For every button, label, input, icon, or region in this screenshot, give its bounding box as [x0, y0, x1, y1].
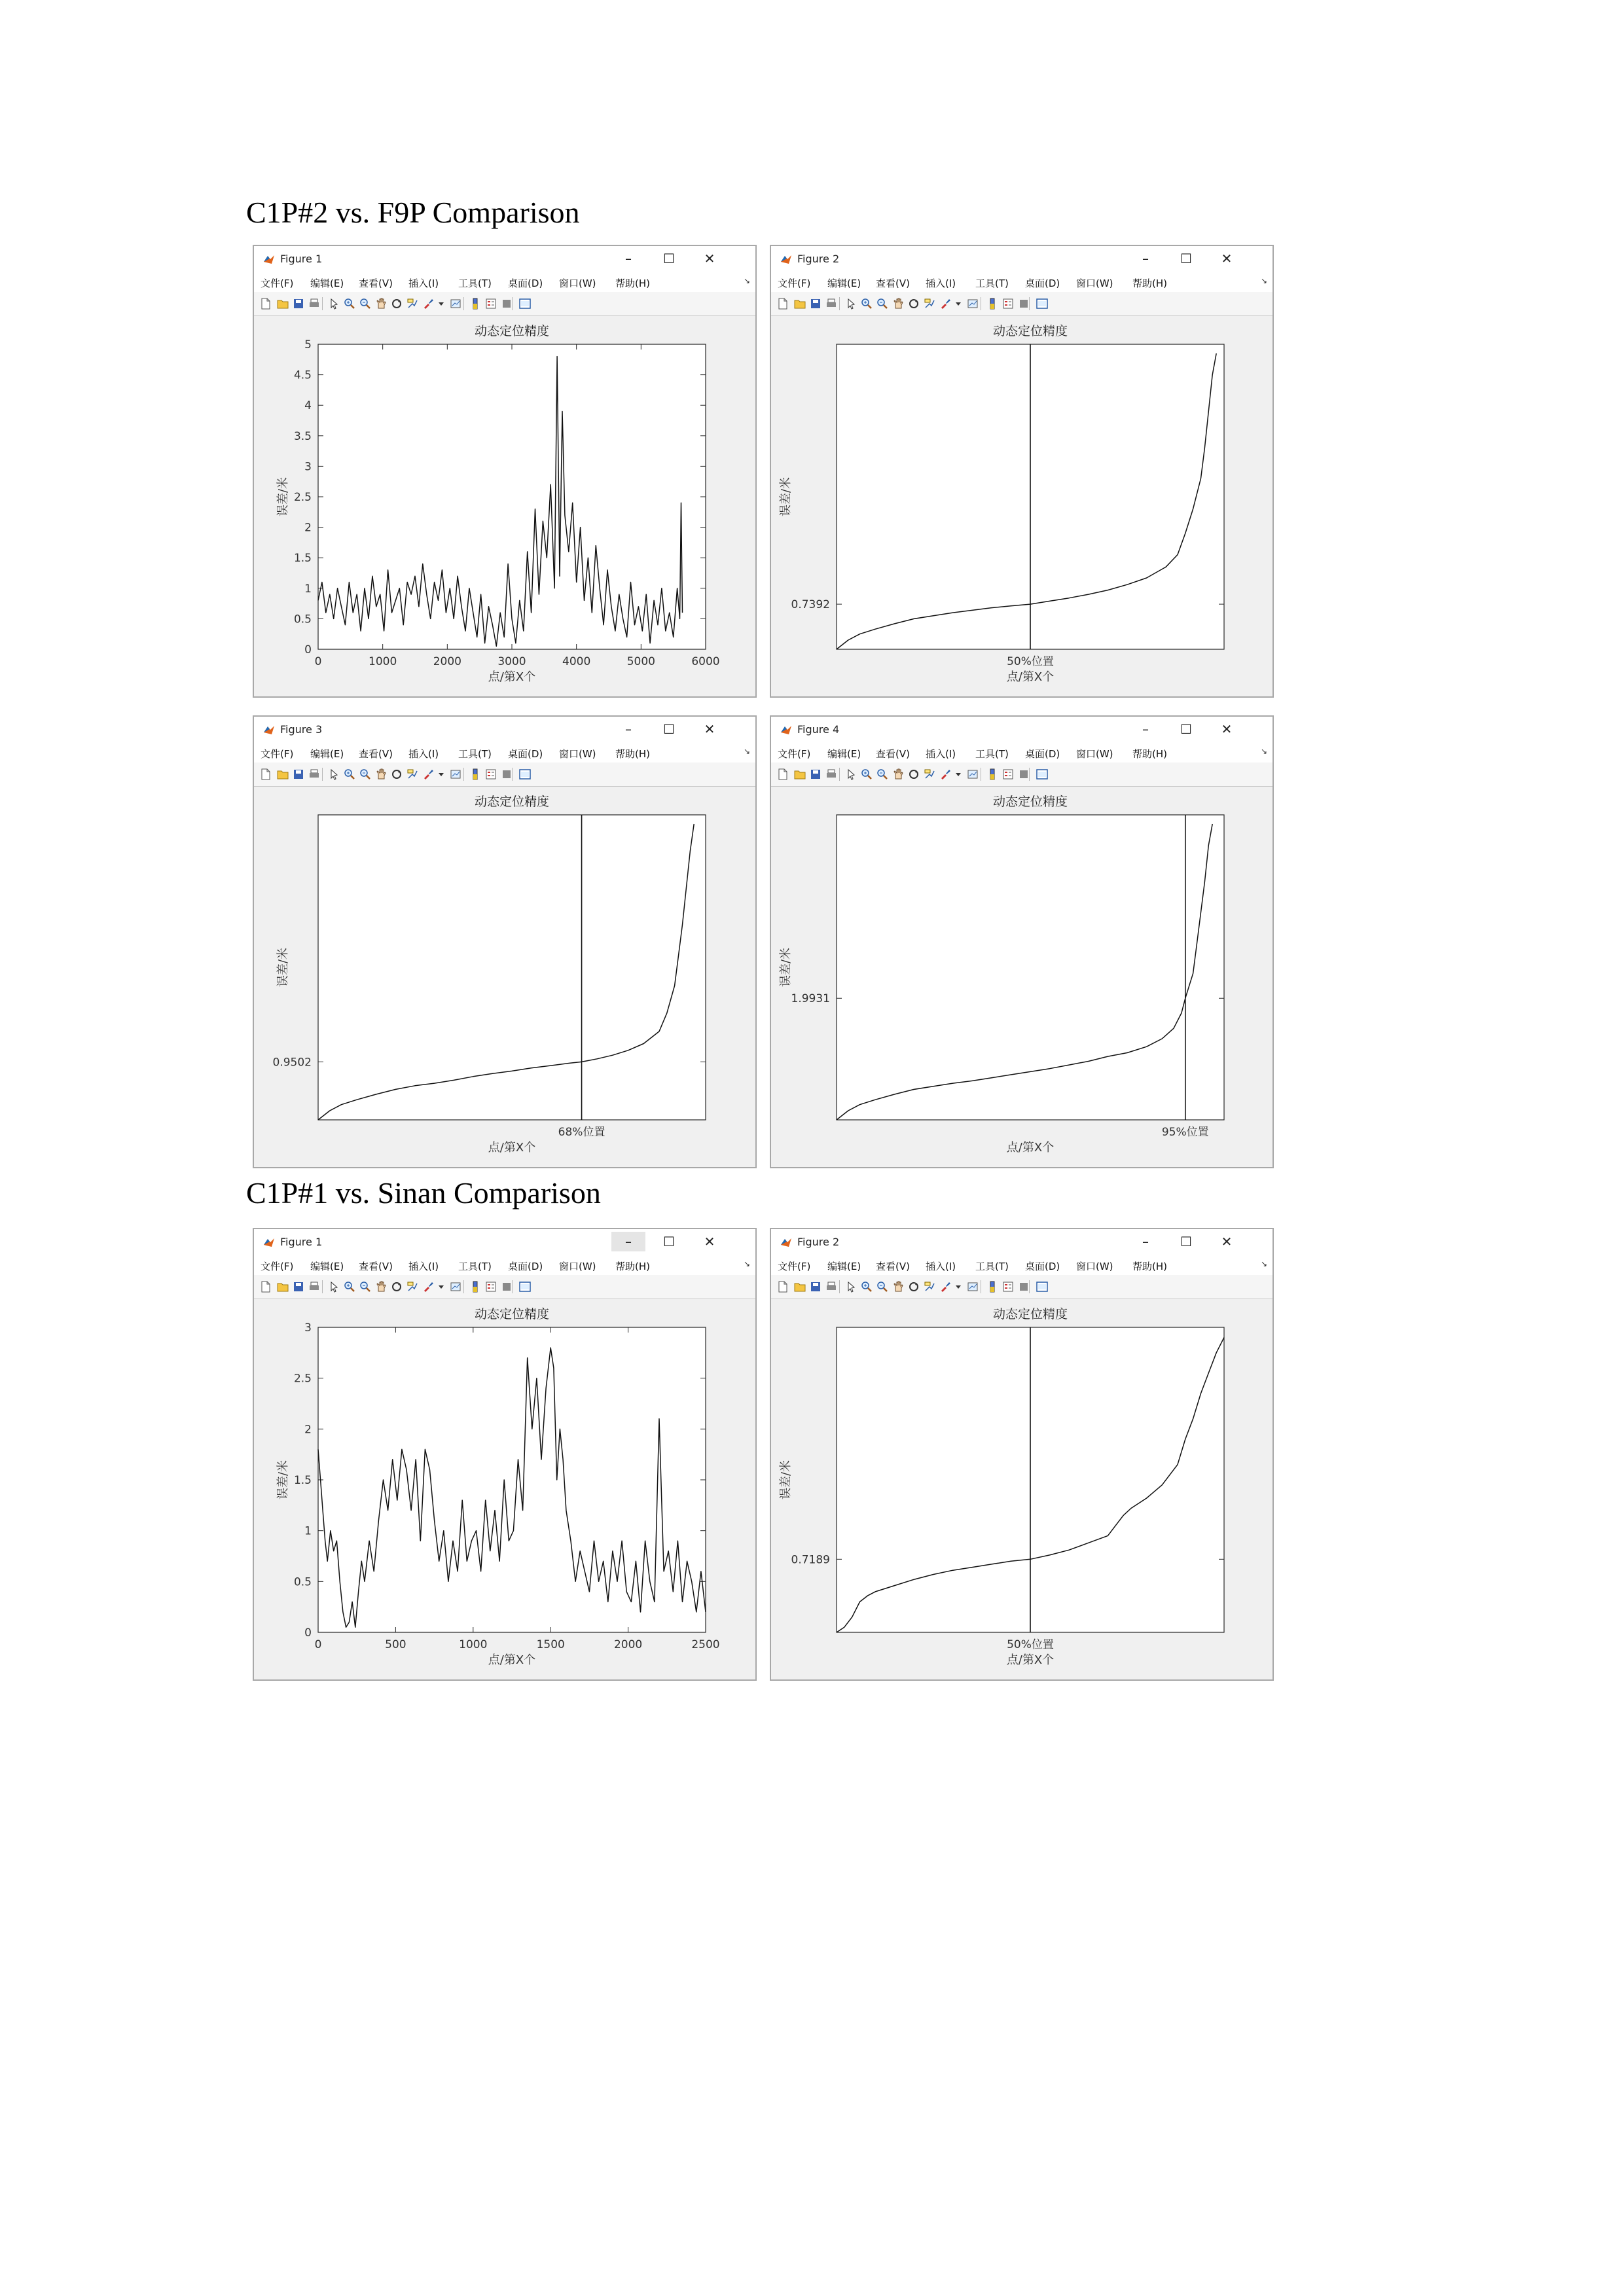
menu-item[interactable]: 工具(T) [458, 1261, 492, 1272]
menu-item[interactable]: 插入(I) [408, 1261, 439, 1272]
save-icon[interactable] [292, 1280, 305, 1293]
maximize-button[interactable]: ☐ [1180, 721, 1192, 737]
menu-bar [254, 271, 755, 292]
y-tick-label: 0 [304, 643, 312, 656]
rotate-3d-icon[interactable] [390, 1280, 403, 1293]
x-tick-label: 5000 [626, 655, 655, 668]
y-tick-label: 1.5 [293, 1474, 312, 1487]
y-tick-label: 4 [304, 399, 312, 413]
insert-colorbar-icon[interactable] [986, 297, 999, 310]
insert-legend-icon[interactable] [484, 297, 497, 310]
pointer-icon[interactable] [844, 1280, 857, 1293]
print-icon[interactable] [825, 1280, 838, 1293]
x-axis-label: 点/第X个 [488, 1653, 536, 1667]
hide-plot-tools-icon[interactable] [1017, 1280, 1030, 1293]
menu-item[interactable]: 插入(I) [408, 278, 439, 289]
toolbar-separator [322, 768, 323, 781]
title-bar[interactable] [771, 717, 1272, 742]
close-button[interactable]: ✕ [704, 1234, 715, 1249]
print-icon[interactable] [825, 768, 838, 781]
zoom-in-icon[interactable] [343, 1280, 356, 1293]
menu-item[interactable]: 帮助(H) [615, 1261, 650, 1272]
x-tick-label: 2000 [613, 1638, 643, 1651]
open-folder-icon[interactable] [276, 297, 289, 310]
data-cursor-icon[interactable] [406, 297, 419, 310]
zoom-out-icon[interactable] [876, 297, 889, 310]
print-icon[interactable] [308, 297, 321, 310]
minimize-button[interactable]: – [1142, 1234, 1149, 1249]
close-button[interactable]: ✕ [1221, 721, 1233, 737]
plot-title: 动态定位精度 [474, 1307, 550, 1321]
open-folder-icon[interactable] [793, 1280, 806, 1293]
x-tick-label: 1500 [536, 1638, 565, 1651]
plot-axes[interactable] [771, 786, 1272, 1168]
y-tick-label: 0.5 [293, 1575, 312, 1589]
toolbar-separator [839, 1280, 840, 1293]
matlab-icon [780, 254, 792, 264]
minimize-button[interactable]: – [625, 251, 632, 266]
menu-item[interactable]: 桌面(D) [508, 748, 543, 760]
x-tick-label: 95%位置 [1161, 1126, 1209, 1139]
save-icon[interactable] [292, 768, 305, 781]
plot-title: 动态定位精度 [992, 324, 1068, 338]
menu-item[interactable]: 文件(F) [778, 748, 811, 760]
save-icon[interactable] [809, 297, 822, 310]
show-plot-tools-icon[interactable] [518, 297, 532, 310]
x-tick-label: 0 [314, 655, 322, 668]
show-plot-tools-icon[interactable] [518, 768, 532, 781]
menu-item[interactable]: 桌面(D) [1025, 748, 1060, 760]
x-tick-label: 50%位置 [1007, 655, 1054, 668]
menu-item[interactable]: 插入(I) [926, 1261, 956, 1272]
menu-overflow-arrow-icon[interactable]: ↘ [1260, 747, 1267, 756]
y-tick-label: 1.9931 [791, 992, 830, 1006]
pointer-icon[interactable] [844, 297, 857, 310]
window-title: Figure 2 [797, 1236, 840, 1248]
data-cursor-icon[interactable] [406, 1280, 419, 1293]
data-cursor-icon[interactable] [406, 768, 419, 781]
toolbar-separator [839, 768, 840, 781]
link-plot-icon[interactable] [966, 297, 979, 310]
y-tick-label: 1 [304, 1524, 312, 1538]
insert-colorbar-icon[interactable] [469, 297, 482, 310]
minimize-button[interactable]: – [1142, 721, 1149, 737]
y-tick-label: 0.9502 [272, 1056, 312, 1069]
zoom-in-icon[interactable] [860, 297, 873, 310]
insert-legend-icon[interactable] [1001, 297, 1015, 310]
hide-plot-tools-icon[interactable] [500, 1280, 513, 1293]
menu-item[interactable]: 工具(T) [458, 748, 492, 760]
y-tick-label: 2.5 [293, 491, 312, 504]
title-bar[interactable] [254, 1229, 755, 1254]
rotate-3d-icon[interactable] [907, 297, 920, 310]
print-icon[interactable] [825, 297, 838, 310]
menu-item[interactable]: 编辑(E) [827, 1261, 861, 1272]
plot-axes[interactable] [254, 786, 755, 1168]
toolbar-separator [463, 297, 464, 310]
toolbar-separator [1029, 768, 1030, 781]
pointer-icon[interactable] [844, 768, 857, 781]
toolbar-separator [1029, 1280, 1030, 1293]
plot-axes[interactable] [771, 315, 1272, 698]
menu-item[interactable]: 工具(T) [975, 748, 1009, 760]
x-tick-label: 1000 [459, 1638, 488, 1651]
matlab-icon [263, 254, 275, 264]
dropdown-icon[interactable] [435, 768, 448, 781]
menu-item[interactable]: 文件(F) [778, 278, 811, 289]
save-icon[interactable] [292, 297, 305, 310]
menu-overflow-arrow-icon[interactable]: ↘ [743, 1259, 750, 1268]
menu-item[interactable]: 编辑(E) [827, 748, 861, 760]
link-plot-icon[interactable] [966, 1280, 979, 1293]
menu-item[interactable]: 窗口(W) [559, 748, 596, 760]
x-tick-label: 2500 [691, 1638, 720, 1651]
menu-item[interactable]: 桌面(D) [508, 278, 543, 289]
figure-window[interactable] [253, 1228, 757, 1681]
brush-icon[interactable] [422, 1280, 435, 1293]
maximize-button[interactable]: ☐ [663, 1234, 675, 1249]
menu-item[interactable]: 编辑(E) [310, 278, 344, 289]
y-axis-label: 误差/米 [779, 1460, 793, 1500]
dropdown-icon[interactable] [952, 297, 965, 310]
link-plot-icon[interactable] [449, 768, 462, 781]
open-folder-icon[interactable] [276, 768, 289, 781]
y-tick-label: 3.5 [293, 429, 312, 443]
brush-icon[interactable] [939, 768, 952, 781]
pan-icon[interactable] [374, 768, 388, 781]
y-axis-label: 误差/米 [779, 476, 793, 517]
plot-title: 动态定位精度 [992, 1307, 1068, 1321]
menu-item[interactable]: 帮助(H) [615, 748, 650, 760]
print-icon[interactable] [308, 1280, 321, 1293]
y-tick-label: 3 [304, 460, 312, 474]
menu-item[interactable]: 插入(I) [408, 748, 439, 760]
x-axis-label: 点/第X个 [1006, 670, 1055, 684]
x-axis-label: 点/第X个 [1006, 1141, 1055, 1155]
menu-item[interactable]: 文件(F) [261, 1261, 294, 1272]
plot-axes[interactable] [254, 1299, 755, 1681]
dropdown-icon[interactable] [952, 768, 965, 781]
menu-item[interactable]: 文件(F) [778, 1261, 811, 1272]
x-tick-label: 3000 [497, 655, 526, 668]
insert-colorbar-icon[interactable] [469, 768, 482, 781]
menu-item[interactable]: 编辑(E) [827, 278, 861, 289]
title-bar[interactable] [254, 717, 755, 742]
new-file-icon[interactable] [776, 768, 789, 781]
y-axis-label: 误差/米 [779, 947, 793, 988]
menu-item[interactable]: 窗口(W) [1076, 1261, 1113, 1272]
menu-bar [771, 271, 1272, 292]
link-plot-icon[interactable] [449, 297, 462, 310]
toolbar-separator [512, 1280, 513, 1293]
y-tick-label: 2 [304, 521, 312, 535]
brush-icon[interactable] [422, 768, 435, 781]
show-plot-tools-icon[interactable] [1036, 297, 1049, 310]
window-title: Figure 4 [797, 723, 840, 736]
brush-icon[interactable] [939, 297, 952, 310]
title-bar[interactable] [254, 246, 755, 271]
menu-overflow-arrow-icon[interactable]: ↘ [743, 276, 750, 285]
menu-item[interactable]: 工具(T) [975, 1261, 1009, 1272]
zoom-out-icon[interactable] [359, 297, 372, 310]
plot-axes[interactable] [254, 315, 755, 698]
y-tick-label: 3 [304, 1321, 312, 1335]
data-cursor-icon[interactable] [923, 1280, 936, 1293]
insert-colorbar-icon[interactable] [469, 1280, 482, 1293]
hide-plot-tools-icon[interactable] [1017, 297, 1030, 310]
menu-item[interactable]: 文件(F) [261, 278, 294, 289]
new-file-icon[interactable] [259, 1280, 272, 1293]
figure-toolbar [254, 1275, 755, 1299]
y-axis-label: 误差/米 [276, 476, 290, 517]
figure-window[interactable] [253, 715, 757, 1168]
window-title: Figure 3 [280, 723, 323, 736]
show-plot-tools-icon[interactable] [1036, 768, 1049, 781]
window-title: Figure 2 [797, 253, 840, 265]
menu-item[interactable]: 查看(V) [359, 278, 393, 289]
minimize-button[interactable]: – [1142, 251, 1149, 266]
x-tick-label: 1000 [369, 655, 397, 668]
plot-area [318, 815, 706, 1120]
menu-item[interactable]: 查看(V) [876, 278, 910, 289]
new-file-icon[interactable] [776, 1280, 789, 1293]
menu-item[interactable]: 桌面(D) [1025, 1261, 1060, 1272]
y-tick-label: 0 [304, 1626, 312, 1640]
plot-title: 动态定位精度 [474, 795, 550, 809]
save-icon[interactable] [809, 768, 822, 781]
maximize-button[interactable]: ☐ [663, 721, 675, 737]
plot-area [837, 815, 1224, 1120]
figure-window[interactable] [770, 715, 1274, 1168]
plot-area [318, 1327, 706, 1632]
x-axis-label: 点/第X个 [488, 670, 536, 684]
menu-item[interactable]: 窗口(W) [559, 1261, 596, 1272]
menu-item[interactable]: 窗口(W) [1076, 748, 1113, 760]
menu-item[interactable]: 窗口(W) [1076, 278, 1113, 289]
insert-colorbar-icon[interactable] [986, 768, 999, 781]
x-tick-label: 50%位置 [1007, 1638, 1054, 1651]
insert-legend-icon[interactable] [484, 1280, 497, 1293]
insert-legend-icon[interactable] [1001, 1280, 1015, 1293]
matlab-icon [263, 1237, 275, 1247]
x-axis-label: 点/第X个 [488, 1141, 536, 1155]
menu-overflow-arrow-icon[interactable]: ↘ [1260, 276, 1267, 285]
y-tick-label: 1.5 [293, 552, 312, 565]
maximize-button[interactable]: ☐ [663, 251, 675, 266]
pan-icon[interactable] [892, 768, 905, 781]
menu-overflow-arrow-icon[interactable]: ↘ [743, 747, 750, 756]
zoom-out-icon[interactable] [876, 1280, 889, 1293]
insert-legend-icon[interactable] [1001, 768, 1015, 781]
y-tick-label: 2.5 [293, 1372, 312, 1386]
y-axis-label: 误差/米 [276, 1460, 290, 1500]
toolbar-separator [839, 297, 840, 310]
toolbar-separator [322, 1280, 323, 1293]
menu-bar [771, 742, 1272, 762]
menu-item[interactable]: 查看(V) [359, 748, 393, 760]
pan-icon[interactable] [374, 1280, 388, 1293]
close-button[interactable]: ✕ [1221, 251, 1233, 266]
x-tick-label: 68%位置 [558, 1126, 605, 1139]
brush-icon[interactable] [939, 1280, 952, 1293]
y-tick-label: 0.7392 [791, 598, 830, 612]
section-title-2: C1P#1 vs. Sinan Comparison [246, 1176, 601, 1210]
zoom-in-icon[interactable] [343, 297, 356, 310]
zoom-in-icon[interactable] [860, 1280, 873, 1293]
brush-icon[interactable] [422, 297, 435, 310]
figure-toolbar [254, 292, 755, 316]
plot-title: 动态定位精度 [474, 324, 550, 338]
new-file-icon[interactable] [776, 297, 789, 310]
menu-bar [254, 1254, 755, 1275]
link-plot-icon[interactable] [966, 768, 979, 781]
menu-item[interactable]: 桌面(D) [508, 1261, 543, 1272]
toolbar-separator [1029, 297, 1030, 310]
menu-overflow-arrow-icon[interactable]: ↘ [1260, 1259, 1267, 1268]
toolbar-separator [322, 297, 323, 310]
rotate-3d-icon[interactable] [907, 1280, 920, 1293]
menu-item[interactable]: 窗口(W) [559, 278, 596, 289]
menu-item[interactable]: 帮助(H) [1132, 748, 1167, 760]
toolbar-separator [512, 768, 513, 781]
section-title-1: C1P#2 vs. F9P Comparison [246, 196, 580, 229]
pan-icon[interactable] [374, 297, 388, 310]
figure-window[interactable] [770, 1228, 1274, 1681]
maximize-button[interactable]: ☐ [1180, 1234, 1192, 1249]
title-bar[interactable] [771, 246, 1272, 271]
menu-bar [771, 1254, 1272, 1275]
insert-colorbar-icon[interactable] [986, 1280, 999, 1293]
window-title: Figure 1 [280, 253, 323, 265]
y-tick-label: 5 [304, 338, 312, 351]
rotate-3d-icon[interactable] [390, 297, 403, 310]
open-folder-icon[interactable] [793, 768, 806, 781]
menu-item[interactable]: 编辑(E) [310, 1261, 344, 1272]
menu-item[interactable]: 文件(F) [261, 748, 294, 760]
data-cursor-icon[interactable] [923, 768, 936, 781]
x-tick-label: 4000 [562, 655, 591, 668]
zoom-in-icon[interactable] [860, 768, 873, 781]
hide-plot-tools-icon[interactable] [500, 297, 513, 310]
data-cursor-icon[interactable] [923, 297, 936, 310]
hide-plot-tools-icon[interactable] [1017, 768, 1030, 781]
plot-axes[interactable] [771, 1299, 1272, 1681]
menu-item[interactable]: 查看(V) [876, 1261, 910, 1272]
y-tick-label: 2 [304, 1423, 312, 1437]
toolbar-separator [512, 297, 513, 310]
matlab-icon [263, 725, 275, 735]
menu-item[interactable]: 帮助(H) [1132, 1261, 1167, 1272]
minimize-button[interactable]: – [611, 1232, 645, 1251]
figure-toolbar [771, 292, 1272, 316]
matlab-icon [780, 1237, 792, 1247]
x-tick-label: 0 [314, 1638, 322, 1651]
menu-item[interactable]: 工具(T) [975, 278, 1009, 289]
close-button[interactable]: ✕ [704, 251, 715, 266]
plot-title: 动态定位精度 [992, 795, 1068, 809]
y-tick-label: 4.5 [293, 368, 312, 382]
x-tick-label: 6000 [691, 655, 720, 668]
figure-toolbar [771, 762, 1272, 787]
y-tick-label: 0.7189 [791, 1553, 830, 1567]
y-axis-label: 误差/米 [276, 947, 290, 988]
x-axis-label: 点/第X个 [1006, 1653, 1055, 1667]
hide-plot-tools-icon[interactable] [500, 768, 513, 781]
dropdown-icon[interactable] [952, 1280, 965, 1293]
close-button[interactable]: ✕ [704, 721, 715, 737]
show-plot-tools-icon[interactable] [518, 1280, 532, 1293]
title-bar[interactable] [771, 1229, 1272, 1254]
menu-item[interactable]: 查看(V) [876, 748, 910, 760]
y-tick-label: 0.5 [293, 613, 312, 626]
menu-item[interactable]: 编辑(E) [310, 748, 344, 760]
pointer-icon[interactable] [327, 1280, 340, 1293]
show-plot-tools-icon[interactable] [1036, 1280, 1049, 1293]
toolbar-separator [463, 1280, 464, 1293]
figure-window[interactable] [253, 245, 757, 698]
close-button[interactable]: ✕ [1221, 1234, 1233, 1249]
print-icon[interactable] [308, 768, 321, 781]
menu-bar [254, 742, 755, 762]
insert-legend-icon[interactable] [484, 768, 497, 781]
zoom-out-icon[interactable] [359, 768, 372, 781]
menu-item[interactable]: 插入(I) [926, 278, 956, 289]
zoom-out-icon[interactable] [876, 768, 889, 781]
save-icon[interactable] [809, 1280, 822, 1293]
x-tick-label: 2000 [433, 655, 461, 668]
new-file-icon[interactable] [259, 768, 272, 781]
zoom-out-icon[interactable] [359, 1280, 372, 1293]
y-tick-label: 1 [304, 582, 312, 596]
menu-item[interactable]: 帮助(H) [615, 278, 650, 289]
link-plot-icon[interactable] [449, 1280, 462, 1293]
toolbar-separator [463, 768, 464, 781]
pointer-icon[interactable] [327, 768, 340, 781]
pan-icon[interactable] [892, 297, 905, 310]
maximize-button[interactable]: ☐ [1180, 251, 1192, 266]
open-folder-icon[interactable] [793, 297, 806, 310]
matlab-icon [780, 725, 792, 735]
open-folder-icon[interactable] [276, 1280, 289, 1293]
menu-item[interactable]: 插入(I) [926, 748, 956, 760]
menu-item[interactable]: 查看(V) [359, 1261, 393, 1272]
pan-icon[interactable] [892, 1280, 905, 1293]
x-tick-label: 500 [385, 1638, 406, 1651]
figure-toolbar [771, 1275, 1272, 1299]
rotate-3d-icon[interactable] [907, 768, 920, 781]
rotate-3d-icon[interactable] [390, 768, 403, 781]
dropdown-icon[interactable] [435, 297, 448, 310]
window-title: Figure 1 [280, 1236, 323, 1248]
pointer-icon[interactable] [327, 297, 340, 310]
menu-item[interactable]: 桌面(D) [1025, 278, 1060, 289]
menu-item[interactable]: 工具(T) [458, 278, 492, 289]
new-file-icon[interactable] [259, 297, 272, 310]
zoom-in-icon[interactable] [343, 768, 356, 781]
menu-item[interactable]: 帮助(H) [1132, 278, 1167, 289]
figure-toolbar [254, 762, 755, 787]
minimize-button[interactable]: – [625, 721, 632, 737]
dropdown-icon[interactable] [435, 1280, 448, 1293]
figure-window[interactable] [770, 245, 1274, 698]
